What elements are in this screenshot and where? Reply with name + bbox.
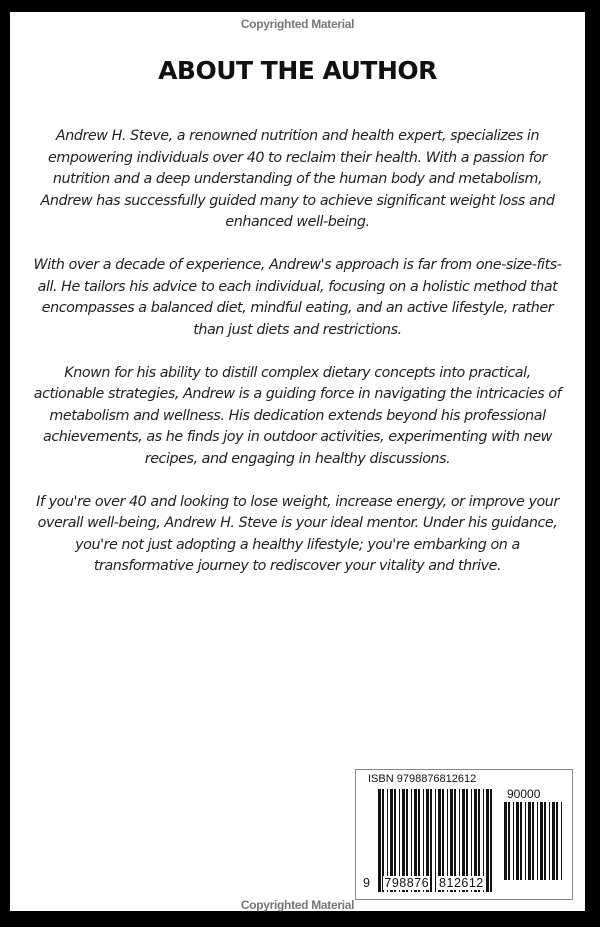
copyright-notice-bottom: Copyrighted Material xyxy=(240,898,355,912)
bio-line: overall well-being, Andrew H. Steve is your ideal mentor. Under his guidance, xyxy=(37,515,558,531)
bio-paragraph xyxy=(10,255,585,341)
barcode-bar xyxy=(561,802,562,880)
bio-paragraph xyxy=(10,363,585,471)
bio-line: encompasses a balanced diet, mindful eating, and an active lifestyle, rather xyxy=(41,300,554,316)
back-cover-page xyxy=(10,12,585,911)
bio-line: If you're over 40 and looking to lose weight, increase energy, or improve your xyxy=(36,493,559,510)
barcode-bar xyxy=(490,789,492,892)
bio-line: you're not just adopting a healthy lifestyle; you're embarking on a xyxy=(75,536,520,553)
barcode-bar xyxy=(516,802,519,880)
bio-line: actionable strategies, Andrew is a guiding force in navigating the intricacies of xyxy=(33,386,562,402)
barcode-bar xyxy=(504,802,507,880)
isbn-barcode xyxy=(355,769,573,900)
barcode-group-1: 798876 xyxy=(384,876,430,890)
barcode-bar xyxy=(549,802,550,880)
barcode-bar xyxy=(532,802,534,880)
bio-paragraph xyxy=(10,126,585,234)
barcode-bar xyxy=(552,802,555,880)
barcode-bar xyxy=(520,802,522,880)
bio-line: transformative journey to rediscover your vitality and thrive. xyxy=(93,558,502,574)
barcode-bar xyxy=(525,802,526,880)
bio-line: recipes, and engaging in healthy discussions. xyxy=(144,450,451,467)
barcode-bar xyxy=(537,802,538,880)
author-bio xyxy=(10,126,585,599)
barcode-digits xyxy=(362,876,485,890)
barcode-group-2: 812612 xyxy=(439,876,484,890)
isbn-label: ISBN 9798876812612 xyxy=(368,773,477,785)
bio-line: Andrew has successfully guided many to achieve significant weight loss and xyxy=(40,192,555,209)
bio-line: than just diets and restrictions. xyxy=(193,321,402,338)
bio-line: Andrew H. Steve, a renowned nutrition and health expert, specializes in xyxy=(55,128,540,144)
barcode-bar xyxy=(540,802,543,880)
barcode-bar xyxy=(508,802,510,880)
bio-line: enhanced well-being. xyxy=(225,214,370,230)
bio-line: Known for his ability to distill complex dietary concepts into practical, xyxy=(64,364,531,381)
barcode-bar xyxy=(556,802,558,880)
bio-paragraph xyxy=(10,492,585,578)
barcode-first-digit: 9 xyxy=(363,876,371,890)
bio-line: all. He tailors his advice to each individual, focusing on a holistic method that xyxy=(37,278,558,295)
page-title: ABOUT THE AUTHOR xyxy=(158,56,437,85)
bio-line: empowering individuals over 40 to reclaim their health. With a passion for xyxy=(48,149,547,166)
barcode-bar xyxy=(486,789,489,892)
barcode-bar xyxy=(513,802,514,880)
copyright-notice-top: Copyrighted Material xyxy=(240,17,355,31)
bio-line: metabolism and wellness. His dedication extends beyond his professional xyxy=(49,407,546,424)
bio-line: nutrition and a deep understanding of the human body and metabolism, xyxy=(52,171,543,187)
price-code: 90000 xyxy=(507,787,541,801)
bio-line: achievements, as he finds joy in outdoor activities, experimenting with new xyxy=(43,429,552,445)
barcode-bar xyxy=(528,802,531,880)
barcode-bar xyxy=(544,802,546,880)
bio-line: With over a decade of experience, Andrew's approach is far from one-size-fits- xyxy=(33,257,562,273)
